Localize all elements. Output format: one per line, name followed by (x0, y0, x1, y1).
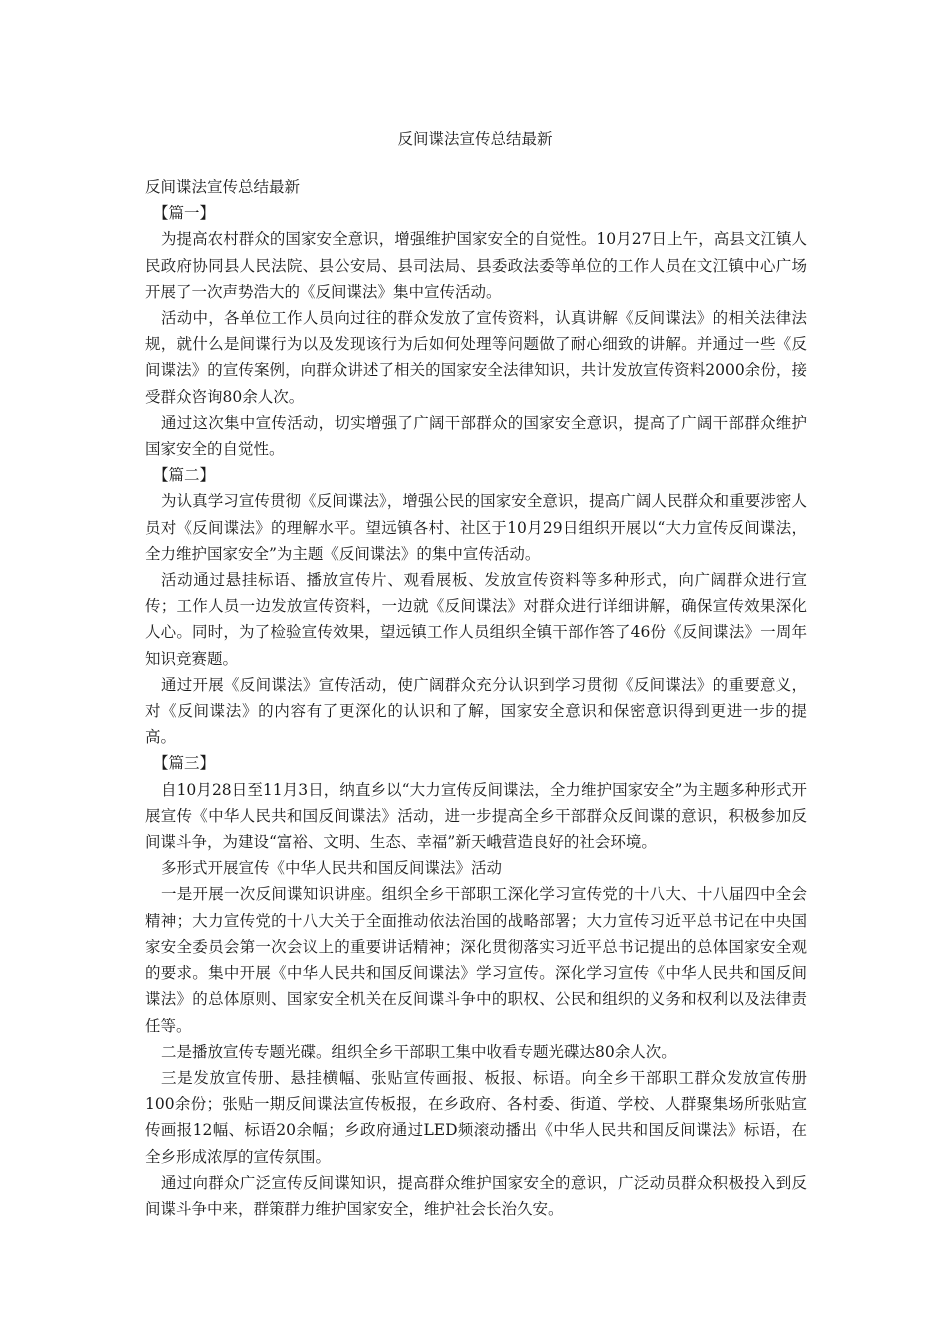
document-title: 反间谍法宣传总结最新 (397, 130, 553, 148)
document-body (145, 174, 807, 1222)
paragraph: 活动通过悬挂标语、播放宣传片、观看展板、发放宣传资料等多种形式，向广阔群众进行宣传；工作人员一边发放宣传资料，一边就《反间谍法》对群众进行详细讲解，确保宣传效果深化人心。同时，为了检验宣传效果，望远镇工作人员组织全镇干部作答了46份《反间谍法》一周年知识竞赛题。 (145, 571, 807, 668)
section-heading-2: 【篇二】 (153, 466, 216, 485)
paragraph: 多形式开展宣传《中华人民共和国反间谍法》活动 (161, 859, 503, 878)
paragraph: 为提高农村群众的国家安全意识，增强维护国家安全的自觉性。10月27日上午，高县文江镇人民政府协同县人民法院、县公安局、县司法局、县委政法委等单位的工作人员在文江镇中心广场开展了一次声势浩大的《反间谍法》集中宣传活动。 (145, 230, 807, 301)
section-heading-3: 【篇三】 (153, 754, 216, 773)
paragraph: 二是播放宣传专题光碟。组织全乡干部职工集中收看专题光碟达80余人次。 (161, 1042, 677, 1061)
paragraph: 一是开展一次反间谍知识讲座。组织全乡干部职工深化学习宣传党的十八大、十八届四中全会精神；大力宣传党的十八大关于全面推动依法治国的战略部署；大力宣传习近平总书记在中央国家安全委员会第一次会议上的重要讲话精神；深化贯彻落实习近平总书记提出的总体国家安全观的要求。集中开展《中华人民共和国反间谍法》学习宣传。深化学习宣传《中华人民共和国反间谍法》的总体原则、国家安全机关在反间谍斗争中的职权、公民和组织的义务和权利以及法律责任等。 (145, 885, 807, 1035)
paragraph: 通过这次集中宣传活动，切实增强了广阔干部群众的国家安全意识，提高了广阔干部群众维护国家安全的自觉性。 (145, 413, 807, 459)
paragraph: 为认真学习宣传贯彻《反间谍法》，增强公民的国家安全意识，提高广阔人民群众和重要涉密人员对《反间谍法》的理解水平。望远镇各村、社区于10月29日组织开展以“大力宣传反间谍法，全力维护国家安全”为主题《反间谍法》的集中宣传活动。 (145, 492, 807, 563)
paragraph: 活动中，各单位工作人员向过往的群众发放了宣传资料，认真讲解《反间谍法》的相关法律法规，就什么是间谍行为以及发现该行为后如何处理等问题做了耐心细致的讲解。并通过一些《反间谍法》的宣传案例，向群众讲述了相关的国家安全法律知识，共计发放宣传资料2000余份，接受群众咨询80余人次。 (145, 309, 807, 406)
paragraph: 通过开展《反间谍法》宣传活动，使广阔群众充分认识到学习贯彻《反间谍法》的重要意义，对《反间谍法》的内容有了更深化的认识和了解，国家安全意识和保密意识得到更进一步的提高。 (145, 675, 807, 747)
document-subtitle: 反间谍法宣传总结最新 (145, 178, 301, 196)
paragraph: 三是发放宣传册、悬挂横幅、张贴宣传画报、板报、标语。向全乡干部职工群众发放宣传册100余份；张贴一期反间谍法宣传板报，在乡政府、各村委、街道、学校、人群聚集场所张贴宣传画报12幅、标语20余幅；乡政府通过LED频滚动播出《中华人民共和国反间谍法》标语，在全乡形成浓厚的宣传氛围。 (145, 1068, 807, 1166)
paragraph: 自10月28日至11月3日，纳直乡以“大力宣传反间谍法，全力维护国家安全”为主题多种形式开展宣传《中华人民共和国反间谍法》活动，进一步提高全乡干部群众反间谍的意识，积极参加反间谍斗争，为建设“富裕、文明、生态、幸福”新天峨营造良好的社会环境。 (145, 780, 807, 852)
paragraph: 通过向群众广泛宣传反间谍知识，提高群众维护国家安全的意识，广泛动员群众积极投入到反间谍斗争中来，群策群力维护国家安全，维护社会长治久安。 (145, 1173, 807, 1218)
section-heading-1: 【篇一】 (153, 204, 216, 223)
